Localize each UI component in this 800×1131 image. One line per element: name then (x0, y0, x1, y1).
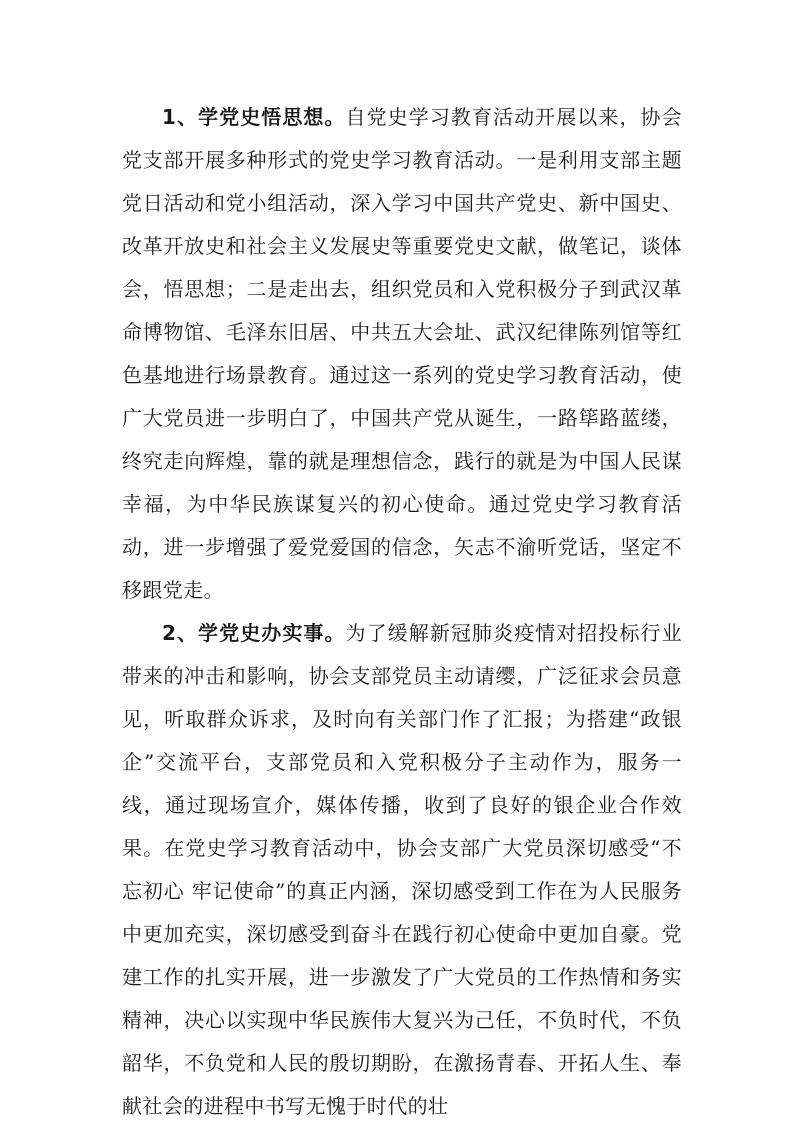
paragraph-heading: 2、学党史办实事。 (162, 621, 346, 645)
paragraph-body: 为了缓解新冠肺炎疫情对招投标行业带来的冲击和影响，协会支部党员主动请缨，广泛征求会员意见，听取群众诉求，及时向有关部门作了汇报；为搭建“政银企”交流平台，支部党员和入党积极分子主动作为，服务一线，通过现场宣介，媒体传播，收到了良好的银企业合作效果。在党史学习教育活动中，协会支部广大党员深切感受“不忘初心 牢记使命”的真正内涵，深切感受到工作在为人民服务中更加充实，深切感受到奋斗在践行初心使命中更加自豪。党建工作的扎实开展，进一步激发了广大党员的工作热情和务实精神，决心以实现中华民族伟大复兴为己任，不负时代，不负韶华，不负党和人民的殷切期盼，在激扬青春、开拓人生、奉献社会的进程中书写无愧于时代的壮 (122, 621, 682, 1118)
paragraph-heading: 1、学党史悟思想。 (162, 105, 346, 129)
paragraph-study-history-practice (122, 612, 682, 1128)
document-page (122, 96, 682, 1128)
paragraph-body: 自党史学习教育活动开展以来，协会党支部开展多种形式的党史学习教育活动。一是利用支部主题党日活动和党小组活动，深入学习中国共产党史、新中国史、改革开放史和社会主义发展史等重要党史文献，做笔记，谈体会，悟思想；二是走出去，组织党员和入党积极分子到武汉革命博物馆、毛泽东旧居、中共五大会址、武汉纪律陈列馆等红色基地进行场景教育。通过这一系列的党史学习教育活动，使广大党员进一步明白了，中国共产党从诞生，一路筚路蓝缕，终究走向辉煌，靠的就是理想信念，践行的就是为中国人民谋幸福，为中华民族谋复兴的初心使命。通过党史学习教育活动，进一步增强了爱党爱国的信念，矢志不渝听党话，坚定不移跟党走。 (122, 105, 682, 602)
paragraph-study-history-thought (122, 96, 682, 612)
